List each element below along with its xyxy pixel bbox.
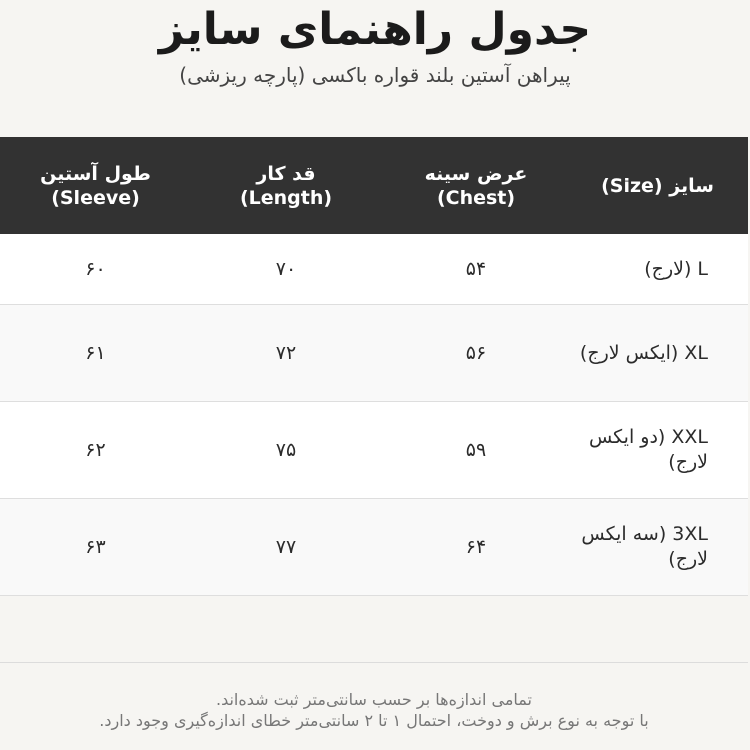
chest-cell: ۶۴ (381, 499, 571, 596)
header-length-en: (Length) (239, 186, 333, 209)
header-row (0, 137, 748, 234)
table-row (0, 305, 748, 402)
footer-note-tolerance: با توجه به نوع برش و دوخت، احتمال ۱ تا ۲ سانتی‌متر خطای اندازه‌گیری وجود دارد. (99, 711, 649, 730)
chest-cell: ۵۶ (381, 305, 571, 402)
header-sleeve-label: طول آستین (40, 162, 151, 185)
header-sleeve (0, 137, 191, 234)
length-cell: ۷۲ (191, 305, 381, 402)
header-size-label: سایز (Size) (601, 174, 714, 197)
size-cell: XXL (دو ایکس لارج) (571, 402, 748, 499)
sleeve-cell: ۶۰ (0, 234, 191, 305)
length-cell: ۷۰ (191, 234, 381, 305)
header-chest-en: (Chest) (436, 186, 516, 209)
sleeve-cell: ۶۳ (0, 499, 191, 596)
header-size (571, 137, 748, 234)
length-cell: ۷۷ (191, 499, 381, 596)
header-sleeve-en: (Sleeve) (51, 186, 140, 209)
header-length (191, 137, 381, 234)
header-length-label: قد کار (256, 162, 316, 185)
size-cell: L (لارج) (571, 234, 748, 305)
footer-notes (0, 662, 748, 750)
size-cell: 3XL (سه ایکس لارج) (571, 499, 748, 596)
header-chest (381, 137, 571, 234)
chest-cell: ۵۹ (381, 402, 571, 499)
length-cell: ۷۵ (191, 402, 381, 499)
sleeve-cell: ۶۲ (0, 402, 191, 499)
page-title: جدول راهنمای سایز (158, 4, 592, 55)
page-subtitle: پیراهن آستین بلند قواره باکسی (پارچه ریزشی) (179, 63, 571, 87)
footer-note-units: تمامی اندازه‌ها بر حسب سانتی‌متر ثبت شده‌اند. (215, 690, 532, 709)
table-row (0, 402, 748, 499)
size-cell: XL (ایکس لارج) (571, 305, 748, 402)
size-table (0, 137, 748, 596)
table-header (0, 137, 748, 234)
header-chest-label: عرض سینه (424, 162, 528, 185)
table-body (0, 234, 748, 596)
table-row (0, 499, 748, 596)
sleeve-cell: ۶۱ (0, 305, 191, 402)
table-row (0, 234, 748, 305)
chest-cell: ۵۴ (381, 234, 571, 305)
